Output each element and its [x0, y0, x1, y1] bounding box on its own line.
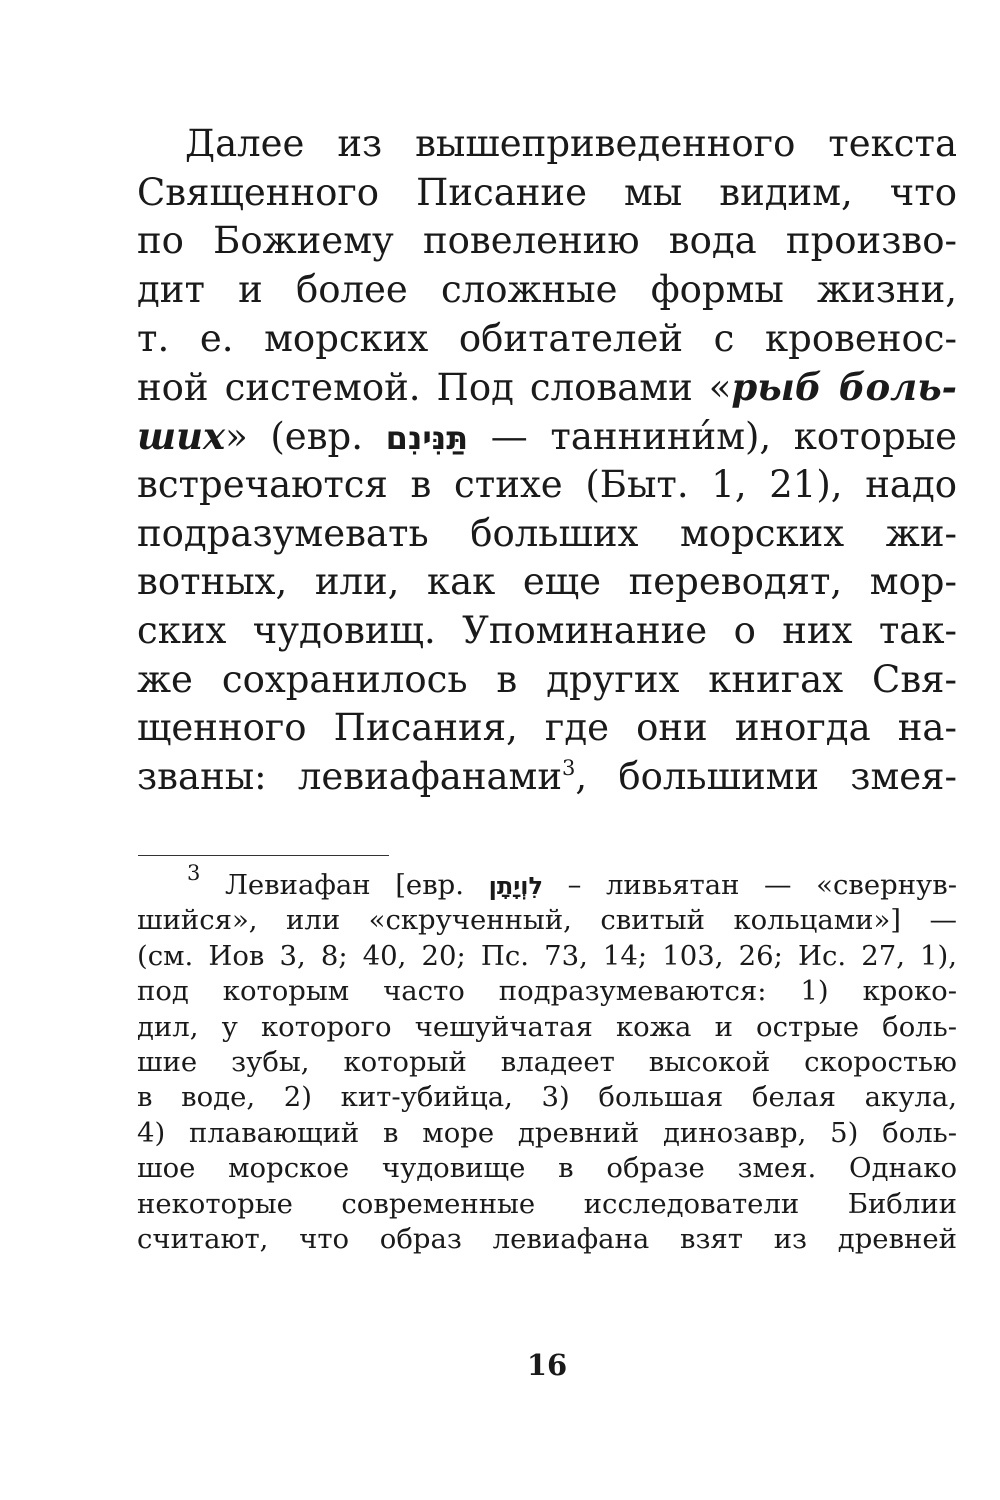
text-line: т. е. морских обитателей с кровенос-	[137, 316, 957, 360]
footnote	[137, 861, 957, 1257]
footnote-reference: 3	[562, 755, 576, 780]
footnote-line: (см. Иов 3, 8; 40, 20; Пс. 73, 14; 103, 26; Ис. 27, 1),	[137, 939, 957, 972]
footnote-line: шое морское чудовище в образе змея. Однако	[137, 1152, 957, 1185]
footnote-line: 4) плавающий в море древний динозавр, 5) боль-	[137, 1116, 957, 1149]
footnote-line: шийся», или «скрученный, свитый кольцами»] —	[137, 904, 957, 937]
page-number: 16	[526, 1348, 568, 1382]
text-line: щенного Писания, где они иногда на-	[137, 706, 957, 750]
emphasized-term: рыб боль-	[731, 365, 957, 410]
text-segment: Левиафан [евр.	[200, 869, 489, 901]
hebrew-word: לִוְיָתָן	[488, 872, 544, 900]
hebrew-word: תַּנִּינִם	[385, 419, 469, 458]
footnote-marker: 3	[187, 861, 201, 885]
text-line: дит и более сложные формы жизни,	[137, 268, 957, 312]
text-line: же сохранилось в других книгах Свя-	[137, 657, 957, 701]
text-segment: , большими змея-	[575, 754, 958, 798]
text-segment: — таннини́м), которые	[468, 415, 957, 459]
footnote-line: считают, что образ левиафана взят из древней	[137, 1222, 957, 1255]
text-segment: » (евр.	[225, 415, 386, 459]
footnote-line: в воде, 2) кит-убийца, 3) большая белая акула,	[137, 1081, 957, 1114]
text-line: подразумевать больших морских жи-	[137, 511, 957, 555]
text-line: вотных, или, как еще переводят, мор-	[137, 560, 957, 604]
footnote-line: некоторые современные исследователи Библии	[137, 1187, 957, 1220]
text-segment: ной системой. Под словами «	[137, 366, 732, 410]
text-line: встречаются в стихе (Быт. 1, 21), надо	[137, 462, 957, 506]
text-segment: – ливьятан — «свернув-	[543, 869, 957, 901]
footnote-line: дил, у которого чешуйчатая кожа и острые боль-	[137, 1010, 957, 1043]
footnote-divider	[138, 855, 389, 856]
footnote-line	[137, 861, 957, 903]
text-line: Далее из вышеприведенного текста	[185, 122, 957, 165]
text-line	[137, 412, 957, 461]
main-paragraph	[137, 120, 957, 802]
emphasized-term: ших	[137, 414, 226, 459]
text-line	[137, 363, 957, 412]
footnote-line: под которым часто подразумеваются: 1) кроко-	[137, 975, 957, 1008]
text-line: Священного Писание мы видим, что	[137, 170, 957, 214]
text-line: по Божиему повелению вода произво-	[137, 219, 957, 263]
text-segment: званы: левиафанами	[137, 754, 563, 798]
text-line	[137, 753, 957, 802]
footnote-line: шие зубы, который владеет высокой скоростью	[137, 1045, 957, 1078]
text-line: ских чудовищ. Упоминание о них так-	[137, 608, 957, 652]
